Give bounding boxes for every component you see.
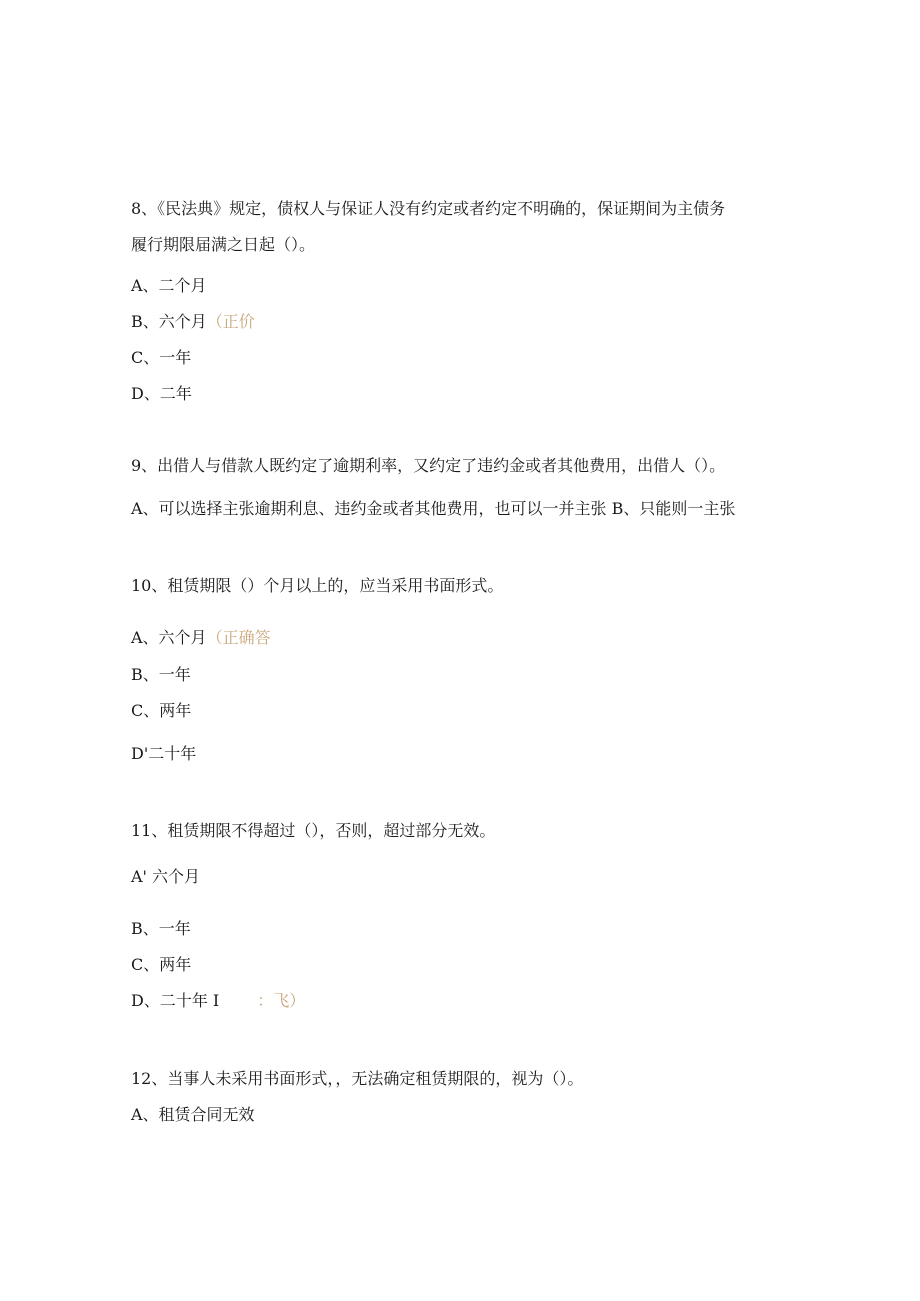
option-text: A、二个月: [131, 276, 207, 295]
question-stem-continued: 履行期限届满之日起（）。: [131, 235, 316, 254]
option-text: C、一年: [131, 348, 192, 367]
answer-hint: ：飞）: [257, 991, 306, 1010]
option-c: [131, 348, 191, 368]
option-a: [131, 628, 271, 648]
option-b: [131, 312, 255, 332]
answer-hint: （正确答: [206, 628, 271, 647]
option-a: [131, 1105, 255, 1125]
option-d: [131, 384, 192, 404]
answer-hint: （正价: [206, 312, 255, 331]
question-stem: 11、租赁期限不得超过（），否则，超过部分无效。: [131, 821, 496, 840]
option-c: [131, 955, 191, 975]
option-text: B、一年: [131, 919, 191, 938]
question-stem: 10、租赁期限（）个月以上的，应当采用书面形式。: [131, 576, 504, 595]
option-a: [131, 276, 207, 296]
option-d: [131, 744, 196, 764]
option-d: [131, 991, 305, 1011]
option-text: C、两年: [131, 701, 192, 720]
question-stem: 9、出借人与借款人既约定了逾期利率，又约定了违约金或者其他费用，出借人（）。: [131, 456, 726, 475]
option-text: A' 六个月: [131, 867, 201, 886]
option-text: D'二十年: [131, 744, 197, 763]
option-text: B、一年: [131, 665, 191, 684]
option-text: B、六个月: [131, 312, 207, 331]
options-line: A、可以选择主张逾期利息、违约金或者其他费用，也可以一并主张 B、只能则一主张: [131, 499, 736, 518]
option-b: [131, 665, 191, 685]
option-text: C、两年: [131, 955, 192, 974]
option-b: [131, 919, 191, 939]
option-text: D、二年: [131, 384, 192, 403]
option-c: [131, 701, 191, 721]
question-stem: 8、《民法典》规定，债权人与保证人没有约定或者约定不明确的，保证期间为主债务: [131, 199, 726, 218]
option-text: A、租赁合同无效: [131, 1105, 255, 1124]
option-a: [131, 867, 200, 887]
option-text: A、六个月: [131, 628, 207, 647]
question-stem: 12、当事人未采用书面形式，，无法确定租赁期限的，视为（）。: [131, 1069, 584, 1088]
option-text: D、二十年 I: [131, 991, 220, 1010]
